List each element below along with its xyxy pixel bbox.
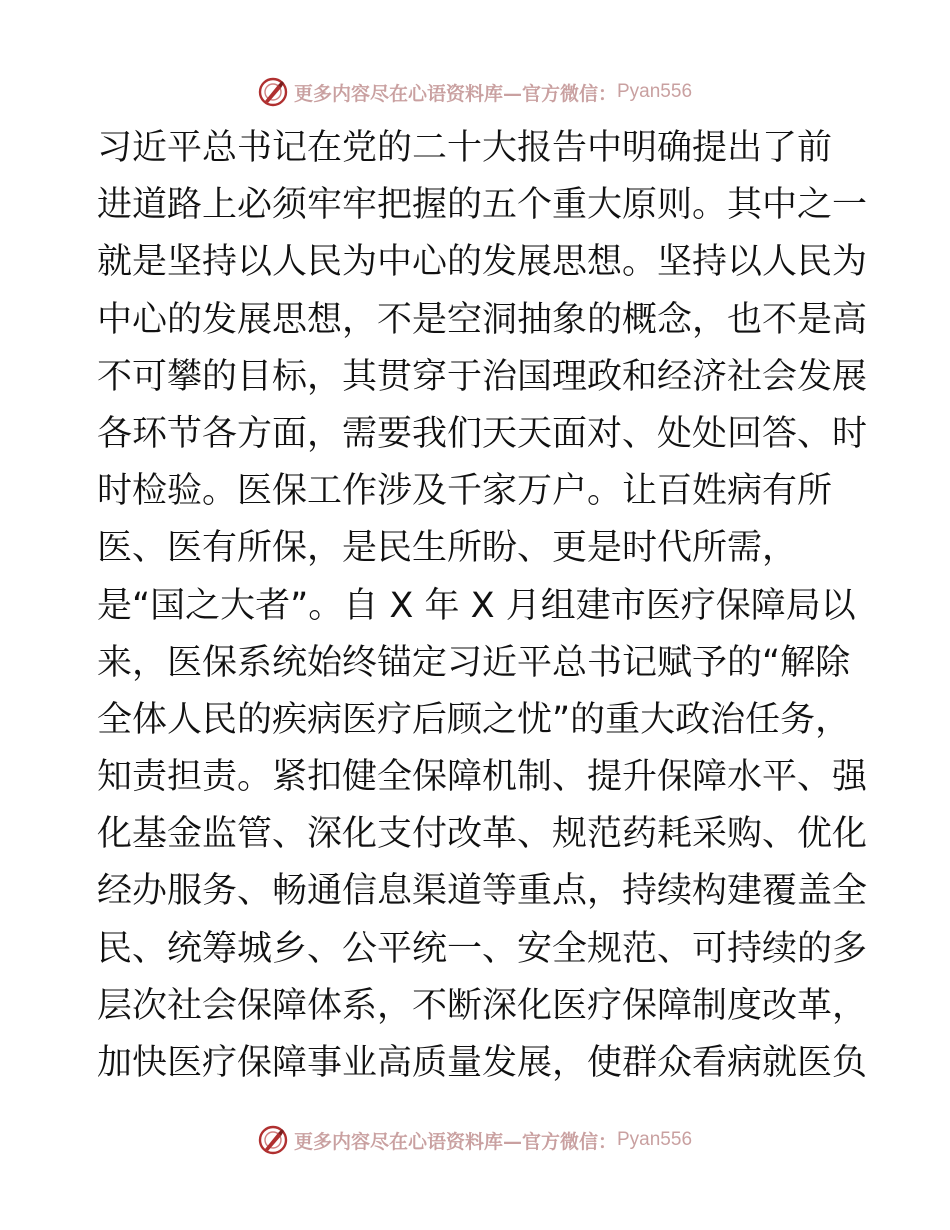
body-line: 进道路上必须牢牢把握的五个重大原则。其中之一: [97, 185, 868, 226]
body-line: 就是坚持以人民为中心的发展思想。坚持以人民为: [97, 242, 868, 283]
body-line: 时检验。医保工作涉及千家万户。让百姓病有所: [97, 471, 833, 512]
body-line: 加快医疗保障事业高质量发展，使群众看病就医负: [97, 1043, 868, 1083]
body-line: 各环节各方面，需要我们天天面对、处处回答、时: [97, 413, 868, 454]
footer-brand-text: 更多内容尽在心语资料库—官方微信：: [293, 1130, 617, 1153]
body-line: 医、医有所保，是民生所盼、更是时代所需，: [97, 528, 798, 569]
body-line: 化基金监管、深化支付改革、规范药耗采购、优化: [97, 814, 868, 855]
body-line: 来，医保系统始终锚定习近平总书记赋予的“解除: [97, 642, 851, 683]
body-line: 中心的发展思想，不是空洞抽象的概念，也不是高: [97, 299, 868, 340]
pen-nib-logo-icon: [258, 77, 288, 107]
body-line: 全体人民的疾病医疗后顾之忧”的重大政治任务，: [97, 699, 851, 740]
body-line: 习近平总书记在党的二十大报告中明确提出了前: [97, 128, 833, 168]
header-watermark: [0, 72, 950, 112]
footer-watermark: [0, 1120, 950, 1160]
body-line: 不可攀的目标，其贯穿于治国理政和经济社会发展: [97, 356, 868, 397]
document-body: [97, 120, 868, 1092]
body-line: 民、统筹城乡、公平统一、安全规范、可持续的多: [97, 928, 868, 969]
header-brand-text: 更多内容尽在心语资料库—官方微信：: [293, 82, 617, 105]
pen-nib-logo-icon: [258, 1125, 288, 1155]
body-line: 知责担责。紧扣健全保障机制、提升保障水平、强: [97, 757, 868, 798]
footer-wechat-handle: Pyan556: [617, 1129, 693, 1150]
body-line: 层次社会保障体系，不断深化医疗保障制度改革，: [97, 985, 868, 1026]
header-wechat-handle: Pyan556: [617, 81, 693, 102]
body-line: 是“国之大者”。自 X 年 X 月组建市医疗保障局以: [97, 585, 856, 626]
body-line: 经办服务、畅通信息渠道等重点，持续构建覆盖全: [97, 871, 868, 912]
